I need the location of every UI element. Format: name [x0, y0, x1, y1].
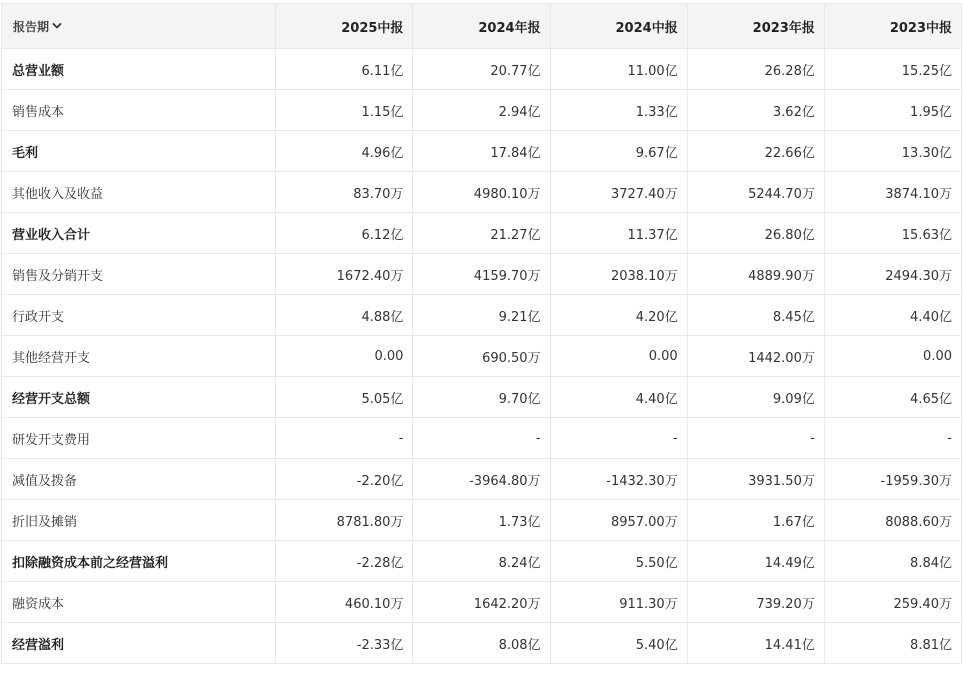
table-cell: 0.00 [550, 336, 687, 377]
table-row [2, 90, 962, 131]
table-cell: 1.33亿 [550, 90, 687, 131]
table-row [2, 500, 962, 541]
table-cell: 4159.70万 [413, 254, 550, 295]
table-cell: -2.20亿 [276, 459, 413, 500]
table-cell: 9.09亿 [687, 377, 824, 418]
row-label: 融资成本 [2, 582, 276, 623]
table-cell: 3931.50万 [687, 459, 824, 500]
table-cell: 1.73亿 [413, 500, 550, 541]
table-cell: 4.20亿 [550, 295, 687, 336]
table-row [2, 131, 962, 172]
table-cell: 14.49亿 [687, 541, 824, 582]
table-cell: 5244.70万 [687, 172, 824, 213]
row-label: 销售成本 [2, 90, 276, 131]
table-cell: 83.70万 [276, 172, 413, 213]
table-row [2, 295, 962, 336]
table-cell: 1.67亿 [687, 500, 824, 541]
table-cell: 4.88亿 [276, 295, 413, 336]
table-cell: 8957.00万 [550, 500, 687, 541]
column-header: 2023中报 [824, 4, 961, 49]
table-row [2, 418, 962, 459]
table-cell: 739.20万 [687, 582, 824, 623]
table-cell: 3874.10万 [824, 172, 961, 213]
column-header: 2024年报 [413, 4, 550, 49]
table-row [2, 582, 962, 623]
table-cell: 6.12亿 [276, 213, 413, 254]
table-cell: 1442.00万 [687, 336, 824, 377]
table-cell: -3964.80万 [413, 459, 550, 500]
table-cell: 5.50亿 [550, 541, 687, 582]
table-cell: 15.63亿 [824, 213, 961, 254]
row-label: 销售及分销开支 [2, 254, 276, 295]
table-cell: 3.62亿 [687, 90, 824, 131]
table-cell: 8.45亿 [687, 295, 824, 336]
table-cell: 22.66亿 [687, 131, 824, 172]
table-cell: 0.00 [824, 336, 961, 377]
table-row [2, 336, 962, 377]
table-cell: 26.28亿 [687, 49, 824, 90]
table-row [2, 254, 962, 295]
table-cell: - [824, 418, 961, 459]
table-cell: - [276, 418, 413, 459]
table-cell: 8088.60万 [824, 500, 961, 541]
table-cell: 259.40万 [824, 582, 961, 623]
table-cell: 20.77亿 [413, 49, 550, 90]
table-cell: 8.08亿 [413, 623, 550, 664]
table-cell: - [413, 418, 550, 459]
table-cell: - [550, 418, 687, 459]
table-cell: 26.80亿 [687, 213, 824, 254]
table-cell: -2.28亿 [276, 541, 413, 582]
row-label: 研发开支费用 [2, 418, 276, 459]
table-cell: 1.15亿 [276, 90, 413, 131]
row-label: 行政开支 [2, 295, 276, 336]
table-cell: 2494.30万 [824, 254, 961, 295]
table-cell: 5.05亿 [276, 377, 413, 418]
row-label: 减值及拨备 [2, 459, 276, 500]
period-dropdown[interactable] [2, 4, 276, 49]
table-cell: 690.50万 [413, 336, 550, 377]
row-label: 经营开支总额 [2, 377, 276, 418]
table-cell: 4.40亿 [550, 377, 687, 418]
table-cell: 0.00 [276, 336, 413, 377]
table-row [2, 377, 962, 418]
row-label: 经营溢利 [2, 623, 276, 664]
table-cell: 15.25亿 [824, 49, 961, 90]
table-cell: 21.27亿 [413, 213, 550, 254]
table-cell: 1672.40万 [276, 254, 413, 295]
table-cell: -1432.30万 [550, 459, 687, 500]
table-row [2, 172, 962, 213]
row-label: 扣除融资成本前之经营溢利 [2, 541, 276, 582]
table-cell: 6.11亿 [276, 49, 413, 90]
table-cell: 13.30亿 [824, 131, 961, 172]
table-cell: 460.10万 [276, 582, 413, 623]
table-cell: 14.41亿 [687, 623, 824, 664]
table-row [2, 623, 962, 664]
table-cell: -2.33亿 [276, 623, 413, 664]
table-row [2, 459, 962, 500]
header-row [2, 4, 962, 49]
row-label: 折旧及摊销 [2, 500, 276, 541]
table-cell: 9.67亿 [550, 131, 687, 172]
table-cell: 3727.40万 [550, 172, 687, 213]
table-cell: -1959.30万 [824, 459, 961, 500]
table-cell: 2038.10万 [550, 254, 687, 295]
table-cell: 2.94亿 [413, 90, 550, 131]
row-label: 毛利 [2, 131, 276, 172]
table-cell: 9.21亿 [413, 295, 550, 336]
financial-table [1, 3, 962, 664]
table-cell: 4.96亿 [276, 131, 413, 172]
table-cell: 1.95亿 [824, 90, 961, 131]
table-row [2, 213, 962, 254]
row-label: 其他经营开支 [2, 336, 276, 377]
table-cell: 4889.90万 [687, 254, 824, 295]
table-cell: - [687, 418, 824, 459]
table-cell: 17.84亿 [413, 131, 550, 172]
column-header: 2024中报 [550, 4, 687, 49]
table-cell: 1642.20万 [413, 582, 550, 623]
table-row [2, 49, 962, 90]
column-header: 2025中报 [276, 4, 413, 49]
table-cell: 911.30万 [550, 582, 687, 623]
table-cell: 5.40亿 [550, 623, 687, 664]
table-cell: 8781.80万 [276, 500, 413, 541]
table-body [2, 49, 962, 664]
table-cell: 8.81亿 [824, 623, 961, 664]
table-row [2, 541, 962, 582]
row-label: 营业收入合计 [2, 213, 276, 254]
table-cell: 9.70亿 [413, 377, 550, 418]
table-cell: 8.84亿 [824, 541, 961, 582]
period-label: 报告期 [13, 19, 50, 34]
row-label: 其他收入及收益 [2, 172, 276, 213]
table-cell: 11.00亿 [550, 49, 687, 90]
column-header: 2023年报 [687, 4, 824, 49]
row-label: 总营业额 [2, 49, 276, 90]
table-cell: 4.40亿 [824, 295, 961, 336]
table-cell: 8.24亿 [413, 541, 550, 582]
chevron-down-icon [52, 19, 62, 33]
table-cell: 4980.10万 [413, 172, 550, 213]
table-cell: 11.37亿 [550, 213, 687, 254]
table-cell: 4.65亿 [824, 377, 961, 418]
